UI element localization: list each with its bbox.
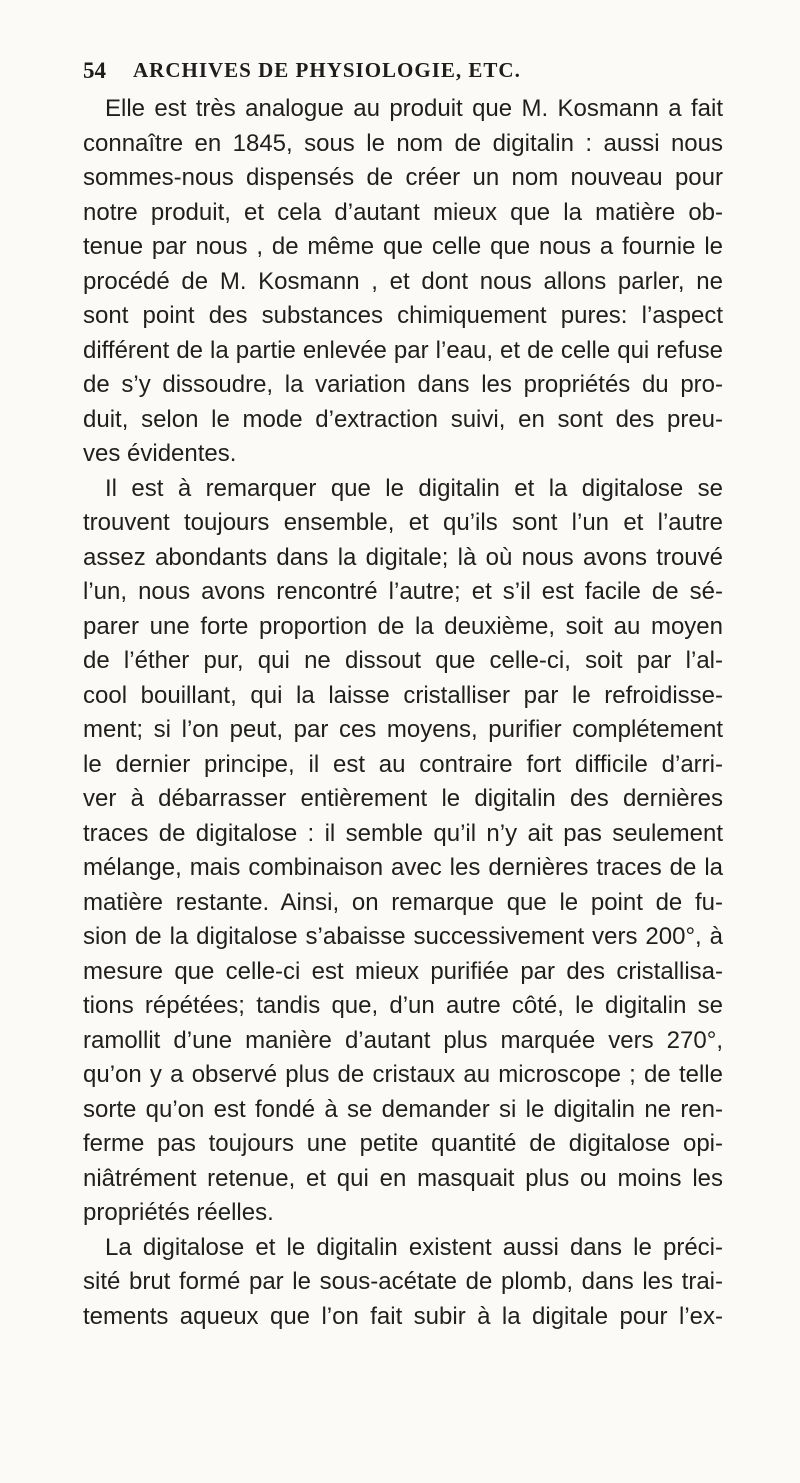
text-line: notre produit, et cela d’autant mieux que la matière ob- bbox=[83, 198, 723, 226]
text-line: Il est à remarquer que le digitalin et la digitalose se bbox=[105, 474, 723, 502]
text-line: sion de la digitalose s’abaisse successivement vers 200°, à bbox=[83, 923, 723, 950]
text-line: ver à débarrasser entièrement le digitalin des dernières bbox=[83, 785, 723, 812]
text-line: Elle est très analogue au produit que M. Kosmann a fait bbox=[105, 95, 723, 122]
text-line: connaître en 1845, sous le nom de digitalin : aussi nous bbox=[83, 129, 723, 157]
text-line: différent de la partie enlevée par l’eau, et de celle qui refuse bbox=[83, 336, 723, 364]
text-line: parer une forte proportion de la deuxième, soit au moyen bbox=[83, 612, 723, 640]
text-line: ferme pas toujours une petite quantité de digitalose opi- bbox=[83, 1130, 723, 1157]
text-line: tions répétées; tandis que, d’un autre côté, le digitalin se bbox=[83, 992, 723, 1019]
text-line: le dernier principe, il est au contraire fort difficile d’arri- bbox=[83, 750, 723, 778]
text-line: sité brut formé par le sous-acétate de plomb, dans les trai- bbox=[83, 1268, 723, 1295]
running-title: ARCHIVES DE PHYSIOLOGIE, ETC. bbox=[133, 58, 521, 82]
text-line: duit, selon le mode d’extraction suivi, en sont des preu- bbox=[83, 405, 723, 433]
text-line: mesure que celle-ci est mieux purifiée par des cristallisa- bbox=[83, 957, 723, 985]
text-line: de s’y dissoudre, la variation dans les propriétés du pro- bbox=[83, 371, 723, 398]
text-line: sommes-nous dispensés de créer un nom nouveau pour bbox=[83, 164, 723, 191]
text-line: cool bouillant, qui la laisse cristalliser par le refroidisse- bbox=[83, 681, 723, 709]
text-line: ment; si l’on peut, par ces moyens, purifier complétement bbox=[83, 716, 723, 743]
text-line: assez abondants dans la digitale; là où nous avons trouvé bbox=[83, 543, 723, 571]
page-header bbox=[83, 58, 723, 92]
page-number: 54 bbox=[83, 58, 106, 83]
text-line: matière restante. Ainsi, on remarque que le point de fu- bbox=[83, 888, 723, 916]
text-line: traces de digitalose : il semble qu’il n’y ait pas seulement bbox=[83, 819, 723, 847]
text-line: trouvent toujours ensemble, et qu’ils sont l’un et l’autre bbox=[83, 509, 723, 536]
text-line: sorte qu’on est fondé à se demander si le digitalin ne ren- bbox=[83, 1095, 723, 1123]
text-line: niâtrément retenue, et qui en masquait plus ou moins les bbox=[83, 1164, 723, 1192]
text-line: qu’on y a observé plus de cristaux au microscope ; de telle bbox=[83, 1061, 723, 1088]
text-line: tements aqueux que l’on fait subir à la digitale pour l’ex- bbox=[83, 1302, 723, 1330]
text-line: sont point des substances chimiquement pures: l’aspect bbox=[83, 302, 723, 329]
text-line: procédé de M. Kosmann , et dont nous allons parler, ne bbox=[83, 267, 723, 295]
body-text bbox=[83, 92, 723, 1334]
text-line: mélange, mais combinaison avec les dernières traces de la bbox=[83, 854, 723, 881]
text-line: tenue par nous , de même que celle que nous a fournie le bbox=[83, 233, 723, 260]
text-line: ramollit d’une manière d’autant plus marquée vers 270°, bbox=[83, 1026, 723, 1054]
text-line: propriétés réelles. bbox=[83, 1199, 274, 1226]
text-line: ves évidentes. bbox=[83, 440, 237, 467]
text-line: l’un, nous avons rencontré l’autre; et s’il est facile de sé- bbox=[83, 578, 723, 605]
text-line: de l’éther pur, qui ne dissout que celle-ci, soit par l’al- bbox=[83, 647, 723, 674]
text-line: La digitalose et le digitalin existent aussi dans le préci- bbox=[105, 1233, 723, 1261]
